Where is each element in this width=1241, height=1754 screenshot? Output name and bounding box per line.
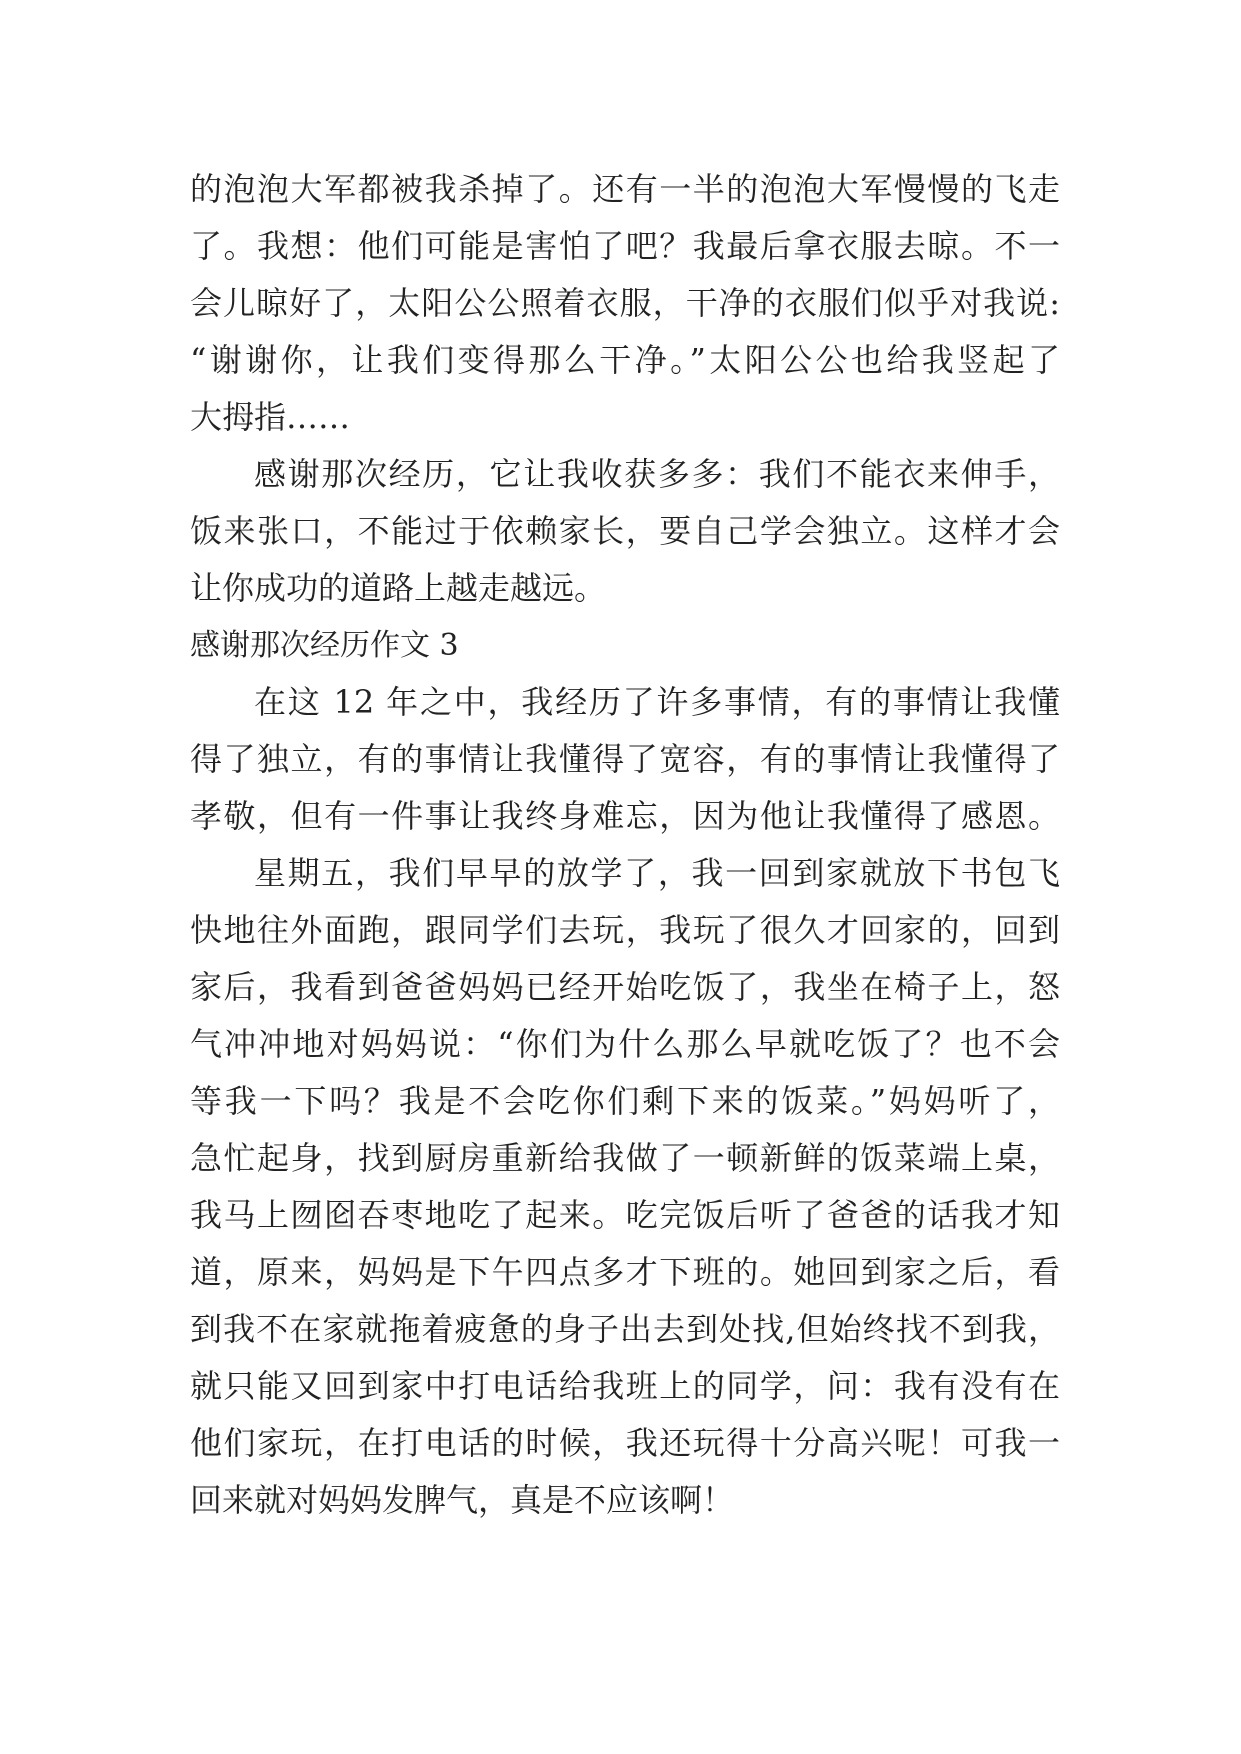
text-line: 饭来张口，不能过于依赖家长，要自己学会独立。这样才会 <box>190 512 1060 550</box>
text-line: 就只能又回到家中打电话给我班上的同学，问：我有没有在 <box>190 1367 1060 1405</box>
text-line: 得了独立，有的事情让我懂得了宽容，有的事情让我懂得了 <box>190 740 1060 778</box>
text-line: 让你成功的道路上越走越远。 <box>190 569 607 607</box>
text-line: 回来就对妈妈发脾气，真是不应该啊！ <box>190 1481 735 1519</box>
text-line: 在这 12 年之中，我经历了许多事情，有的事情让我懂 <box>254 683 1060 721</box>
text-line: 大拇指…… <box>190 398 351 436</box>
document-body <box>190 161 1060 1529</box>
text-line: 快地往外面跑，跟同学们去玩，我玩了很久才回家的，回到 <box>190 911 1060 949</box>
text-line: 了。我想：他们可能是害怕了吧？我最后拿衣服去晾。不一 <box>190 227 1060 265</box>
section-heading: 感谢那次经历作文 3 <box>190 628 459 663</box>
text-line: 星期五，我们早早的放学了，我一回到家就放下书包飞 <box>254 854 1060 892</box>
text-line: 等我一下吗？我是不会吃你们剩下来的饭菜。”妈妈听了， <box>190 1082 1060 1120</box>
text-line: 道，原来，妈妈是下午四点多才下班的。她回到家之后，看 <box>190 1253 1060 1291</box>
text-line: 感谢那次经历，它让我收获多多：我们不能衣来伸手， <box>254 455 1060 493</box>
text-line: 气冲冲地对妈妈说：“你们为什么那么早就吃饭了？也不会 <box>190 1025 1060 1063</box>
text-line: 的泡泡大军都被我杀掉了。还有一半的泡泡大军慢慢的飞走 <box>190 170 1060 208</box>
text-line: 到我不在家就拖着疲惫的身子出去到处找,但始终找不到我， <box>190 1310 1060 1348</box>
text-line: “谢谢你，让我们变得那么干净。”太阳公公也给我竖起了 <box>190 341 1060 379</box>
text-line: 孝敬，但有一件事让我终身难忘，因为他让我懂得了感恩。 <box>190 797 1060 835</box>
text-line: 急忙起身，找到厨房重新给我做了一顿新鲜的饭菜端上桌， <box>190 1139 1060 1177</box>
text-line: 家后，我看到爸爸妈妈已经开始吃饭了，我坐在椅子上，怒 <box>190 968 1060 1006</box>
text-line: 会儿晾好了，太阳公公照着衣服，干净的衣服们似乎对我说: <box>190 284 1060 322</box>
text-line: 他们家玩，在打电话的时候，我还玩得十分高兴呢！可我一 <box>190 1424 1060 1462</box>
text-line: 我马上囫囵吞枣地吃了起来。吃完饭后听了爸爸的话我才知 <box>190 1196 1060 1234</box>
